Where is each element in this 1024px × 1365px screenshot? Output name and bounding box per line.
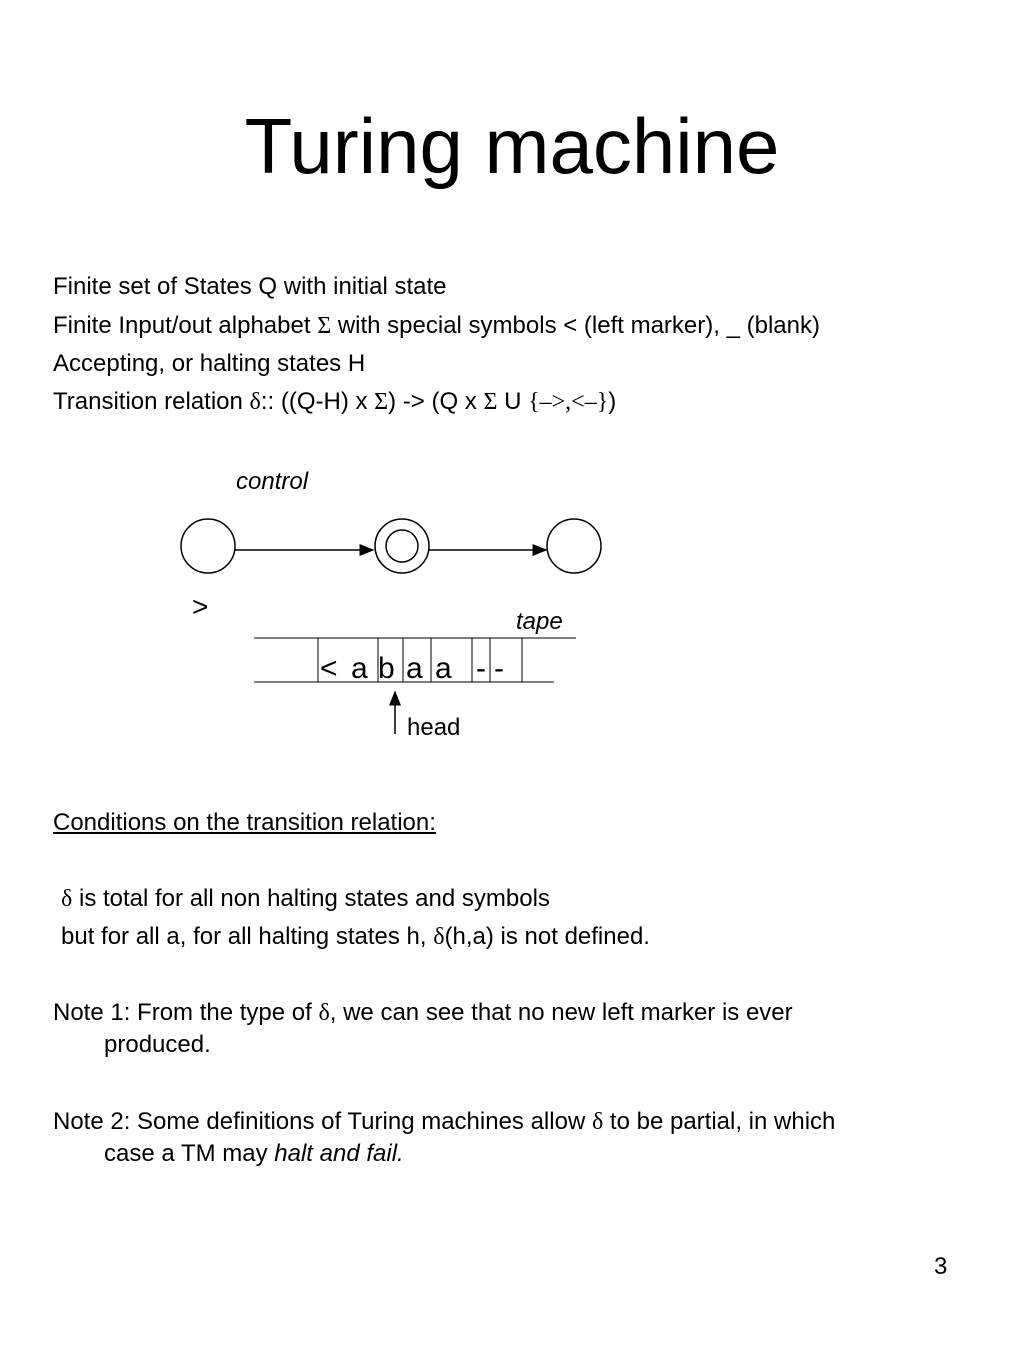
note-2-line-2: [53, 1138, 953, 1170]
state-circle-accepting: [375, 519, 429, 573]
note-1-text-b: , we can see that no new left marker is ever: [329, 999, 793, 1026]
head-label: head: [407, 714, 461, 741]
condition-partial-text-a: but for all a, for all halting states h,: [61, 923, 434, 950]
note-2: [53, 1106, 953, 1170]
direction-set: {–>,<–}: [528, 389, 609, 415]
delta-symbol: δ: [433, 924, 445, 950]
sigma-symbol: Σ: [483, 389, 498, 415]
tape-cell-symbol: a: [406, 652, 423, 685]
sigma-symbol: Σ: [374, 389, 389, 415]
transition-text-b: :: ((Q-H) x: [260, 388, 375, 415]
tape-cell-symbol: a: [435, 652, 452, 685]
condition-total-text: is total for all non halting states and symbols: [72, 885, 550, 912]
alphabet-text-a: Finite Input/out alphabet: [53, 312, 318, 339]
alphabet-text-b: with special symbols < (left marker), _ (blank): [331, 312, 820, 339]
sigma-symbol: Σ: [317, 313, 332, 339]
tape-cell-symbol: <: [320, 652, 338, 685]
state-circle-final: [547, 519, 601, 573]
transition-text-a: Transition relation: [53, 388, 250, 415]
condition-partial: [61, 922, 650, 952]
state-circle-initial: [181, 519, 235, 573]
tape-label: tape: [516, 608, 563, 635]
note-1-text-a: Note 1: From the type of: [53, 999, 319, 1026]
condition-total: [61, 884, 550, 914]
note-1-text-c: produced.: [104, 1031, 211, 1058]
transition-text-e: ): [608, 388, 617, 415]
page-number: 3: [934, 1253, 948, 1280]
tape-cell-symbol: -: [494, 652, 504, 685]
control-label: control: [236, 468, 309, 495]
start-marker: >: [192, 591, 209, 622]
definition-states: Finite set of States Q with initial state: [53, 273, 447, 300]
tape-cell-symbol: b: [378, 652, 395, 685]
note-1: [53, 997, 953, 1061]
slide-title: Turing machine: [244, 102, 780, 190]
note-2-text-a: Note 2: Some definitions of Turing machines allow: [53, 1108, 592, 1135]
transition-text-c: ) -> (Q x: [388, 388, 484, 415]
delta-symbol: δ: [591, 1109, 604, 1135]
conditions-heading: Conditions on the transition relation:: [53, 809, 436, 836]
delta-symbol: δ: [318, 1000, 330, 1026]
note-2-text-b: to be partial, in which: [603, 1108, 836, 1135]
state-circle-accepting-inner: [386, 530, 418, 562]
delta-symbol: δ: [249, 389, 261, 415]
definition-halting: Accepting, or halting states H: [53, 350, 366, 377]
transition-text-d: U: [497, 388, 529, 415]
note-2-text-d: halt and fail.: [274, 1140, 404, 1167]
condition-partial-text-b: (h,a) is not defined.: [444, 923, 650, 950]
tape-cell-symbol: a: [351, 652, 368, 685]
note-2-text-c: case a TM may: [104, 1140, 275, 1167]
delta-symbol: δ: [61, 886, 73, 912]
tape-cell-symbol: -: [476, 652, 486, 685]
